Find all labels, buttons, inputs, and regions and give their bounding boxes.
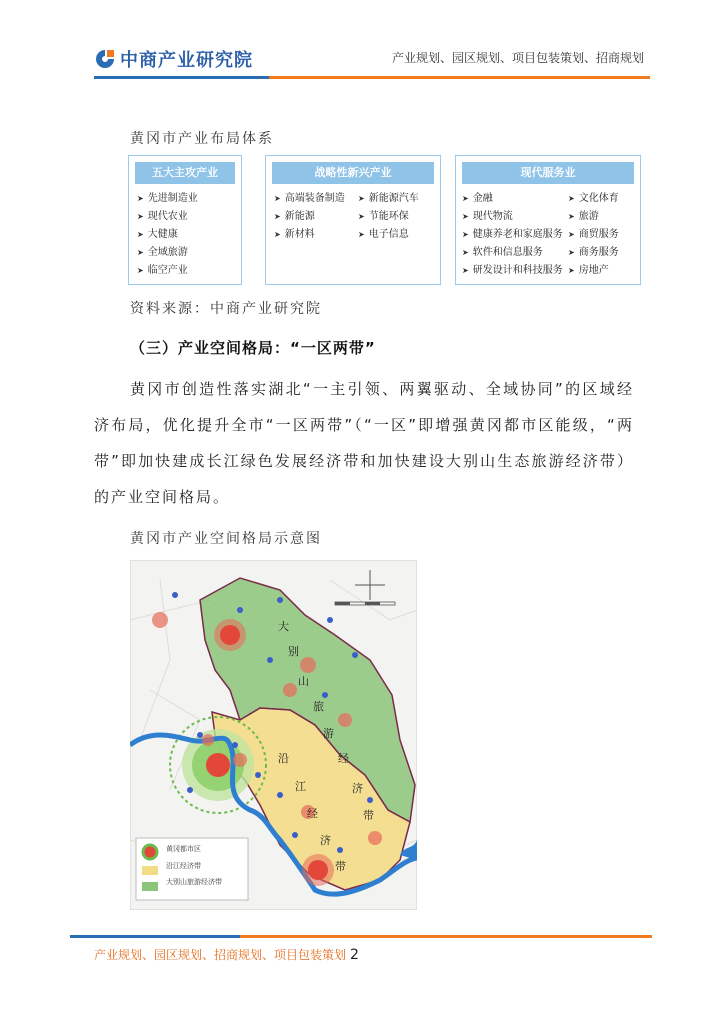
industry-item [462,208,563,226]
footer-tagline: 产业规划、园区规划、招商规划、项目包装策划 [94,948,347,962]
industry-item [358,226,419,244]
arrow-icon: ➤ [462,230,469,239]
industry-item [568,262,619,280]
industry-item-label: 新能源 [284,211,315,222]
industry-spatial-map [130,560,417,910]
industry-item-label: 新能源汽车 [368,193,419,204]
arrow-icon: ➤ [274,194,281,203]
industry-item [137,226,198,244]
header-divider-blue [94,76,269,79]
industry-item [462,262,563,280]
industry-box-title: 五大主攻产业 [135,162,235,184]
arrow-icon: ➤ [568,194,575,203]
industry-item-label: 先进制造业 [147,193,198,204]
arrow-icon: ➤ [462,248,469,257]
industry-item-label: 健康养老和家庭服务 [472,229,563,240]
industry-list [568,190,619,280]
header-divider-orange [269,76,650,79]
figure2-caption: 黄冈市产业空间格局示意图 [130,531,322,547]
industry-item-label: 文化体育 [578,193,619,204]
zone-label-char: 大 [278,620,289,633]
logo [94,46,253,72]
industry-item [137,262,198,280]
industry-item [462,226,563,244]
industry-item [568,244,619,262]
industry-item-label: 房地产 [578,265,609,276]
paragraph-text: 黄冈市创造性落实湖北“一主引领、两翼驱动、全域协同”的区域经济布局，优化提升全市“一区两带”（“一区”即增强黄冈都市区能级，“两带”即加快建成长江绿色发展经济带和加快建设大别山生态旅游经济带）的产业空间格局。 [94,380,634,506]
industry-box-title: 战略性新兴产业 [272,162,434,184]
zone-label-char: 游 [323,727,334,740]
arrow-icon: ➤ [137,230,144,239]
industry-item [137,190,198,208]
arrow-icon: ➤ [274,212,281,221]
industry-list [274,190,345,244]
zone-label-char: 济 [320,834,331,847]
zone-label-char: 经 [307,807,318,820]
legend-item-yanjiang: 沿江经济带 [166,862,201,870]
arrow-icon: ➤ [358,230,365,239]
industry-item-label: 商贸服务 [578,229,619,240]
zone-label-char: 济 [352,782,363,795]
figure1-caption: 黄冈市产业布局体系 [130,131,274,147]
footer [94,946,359,963]
industry-item-label: 现代农业 [147,211,188,222]
industry-item [274,208,345,226]
industry-item-label: 旅游 [578,211,599,222]
industry-item-label: 全域旅游 [147,247,188,258]
industry-item-label: 大健康 [147,229,178,240]
logo-text: 中商产业研究院 [120,50,253,71]
figure1-source: 资料来源：中商产业研究院 [130,301,322,317]
arrow-icon: ➤ [137,266,144,275]
industry-item-label: 节能环保 [368,211,409,222]
industry-item-label: 软件和信息服务 [472,247,543,258]
industry-item-label: 新材料 [284,229,315,240]
section-paragraph [94,371,634,515]
industry-box-main [128,155,242,285]
arrow-icon: ➤ [568,230,575,239]
industry-box-service [455,155,641,285]
industry-item [568,226,619,244]
industry-item-label: 高端装备制造 [284,193,345,204]
zone-label-char: 带 [335,860,346,873]
industry-item-label: 临空产业 [147,265,188,276]
industry-item [358,190,419,208]
arrow-icon: ➤ [462,212,469,221]
arrow-icon: ➤ [274,230,281,239]
industry-box-title: 现代服务业 [462,162,634,184]
logo-mark-icon [94,48,116,70]
industry-item [462,190,563,208]
footer-divider-blue [70,935,240,938]
industry-item-label: 研发设计和科技服务 [472,265,563,276]
arrow-icon: ➤ [568,266,575,275]
zone-label-char: 江 [295,780,306,793]
industry-item-label: 金融 [472,193,493,204]
arrow-icon: ➤ [358,212,365,221]
page-number: 2 [350,947,359,963]
arrow-icon: ➤ [462,194,469,203]
header-tagline: 产业规划、园区规划、项目包装策划、招商规划 [391,51,644,65]
industry-item-label: 电子信息 [368,229,409,240]
footer-divider-orange [240,935,652,938]
zone-label-char: 旅 [313,700,324,713]
arrow-icon: ➤ [358,194,365,203]
industry-list [358,190,419,244]
industry-item [568,208,619,226]
zone-label-char: 经 [338,752,349,765]
section-title: （三）产业空间格局：“一区两带” [130,339,376,357]
industry-item [274,190,345,208]
arrow-icon: ➤ [568,248,575,257]
zone-label-char: 沿 [278,752,289,765]
industry-box-strategic [265,155,441,285]
industry-item [137,244,198,262]
industry-item [358,208,419,226]
arrow-icon: ➤ [137,194,144,203]
industry-list [137,190,198,280]
zone-label-char: 带 [363,809,374,822]
arrow-icon: ➤ [137,248,144,257]
industry-item [137,208,198,226]
legend-item-metro: 黄冈都市区 [166,845,201,853]
zone-label-char: 山 [298,675,309,688]
industry-item [462,244,563,262]
arrow-icon: ➤ [462,266,469,275]
industry-item [274,226,345,244]
industry-item-label: 商务服务 [578,247,619,258]
industry-list [462,190,563,280]
arrow-icon: ➤ [568,212,575,221]
zone-label-char: 别 [288,645,299,658]
industry-item [568,190,619,208]
industry-item-label: 现代物流 [472,211,513,222]
legend-item-dabie: 大别山旅游经济带 [166,878,222,886]
arrow-icon: ➤ [137,212,144,221]
